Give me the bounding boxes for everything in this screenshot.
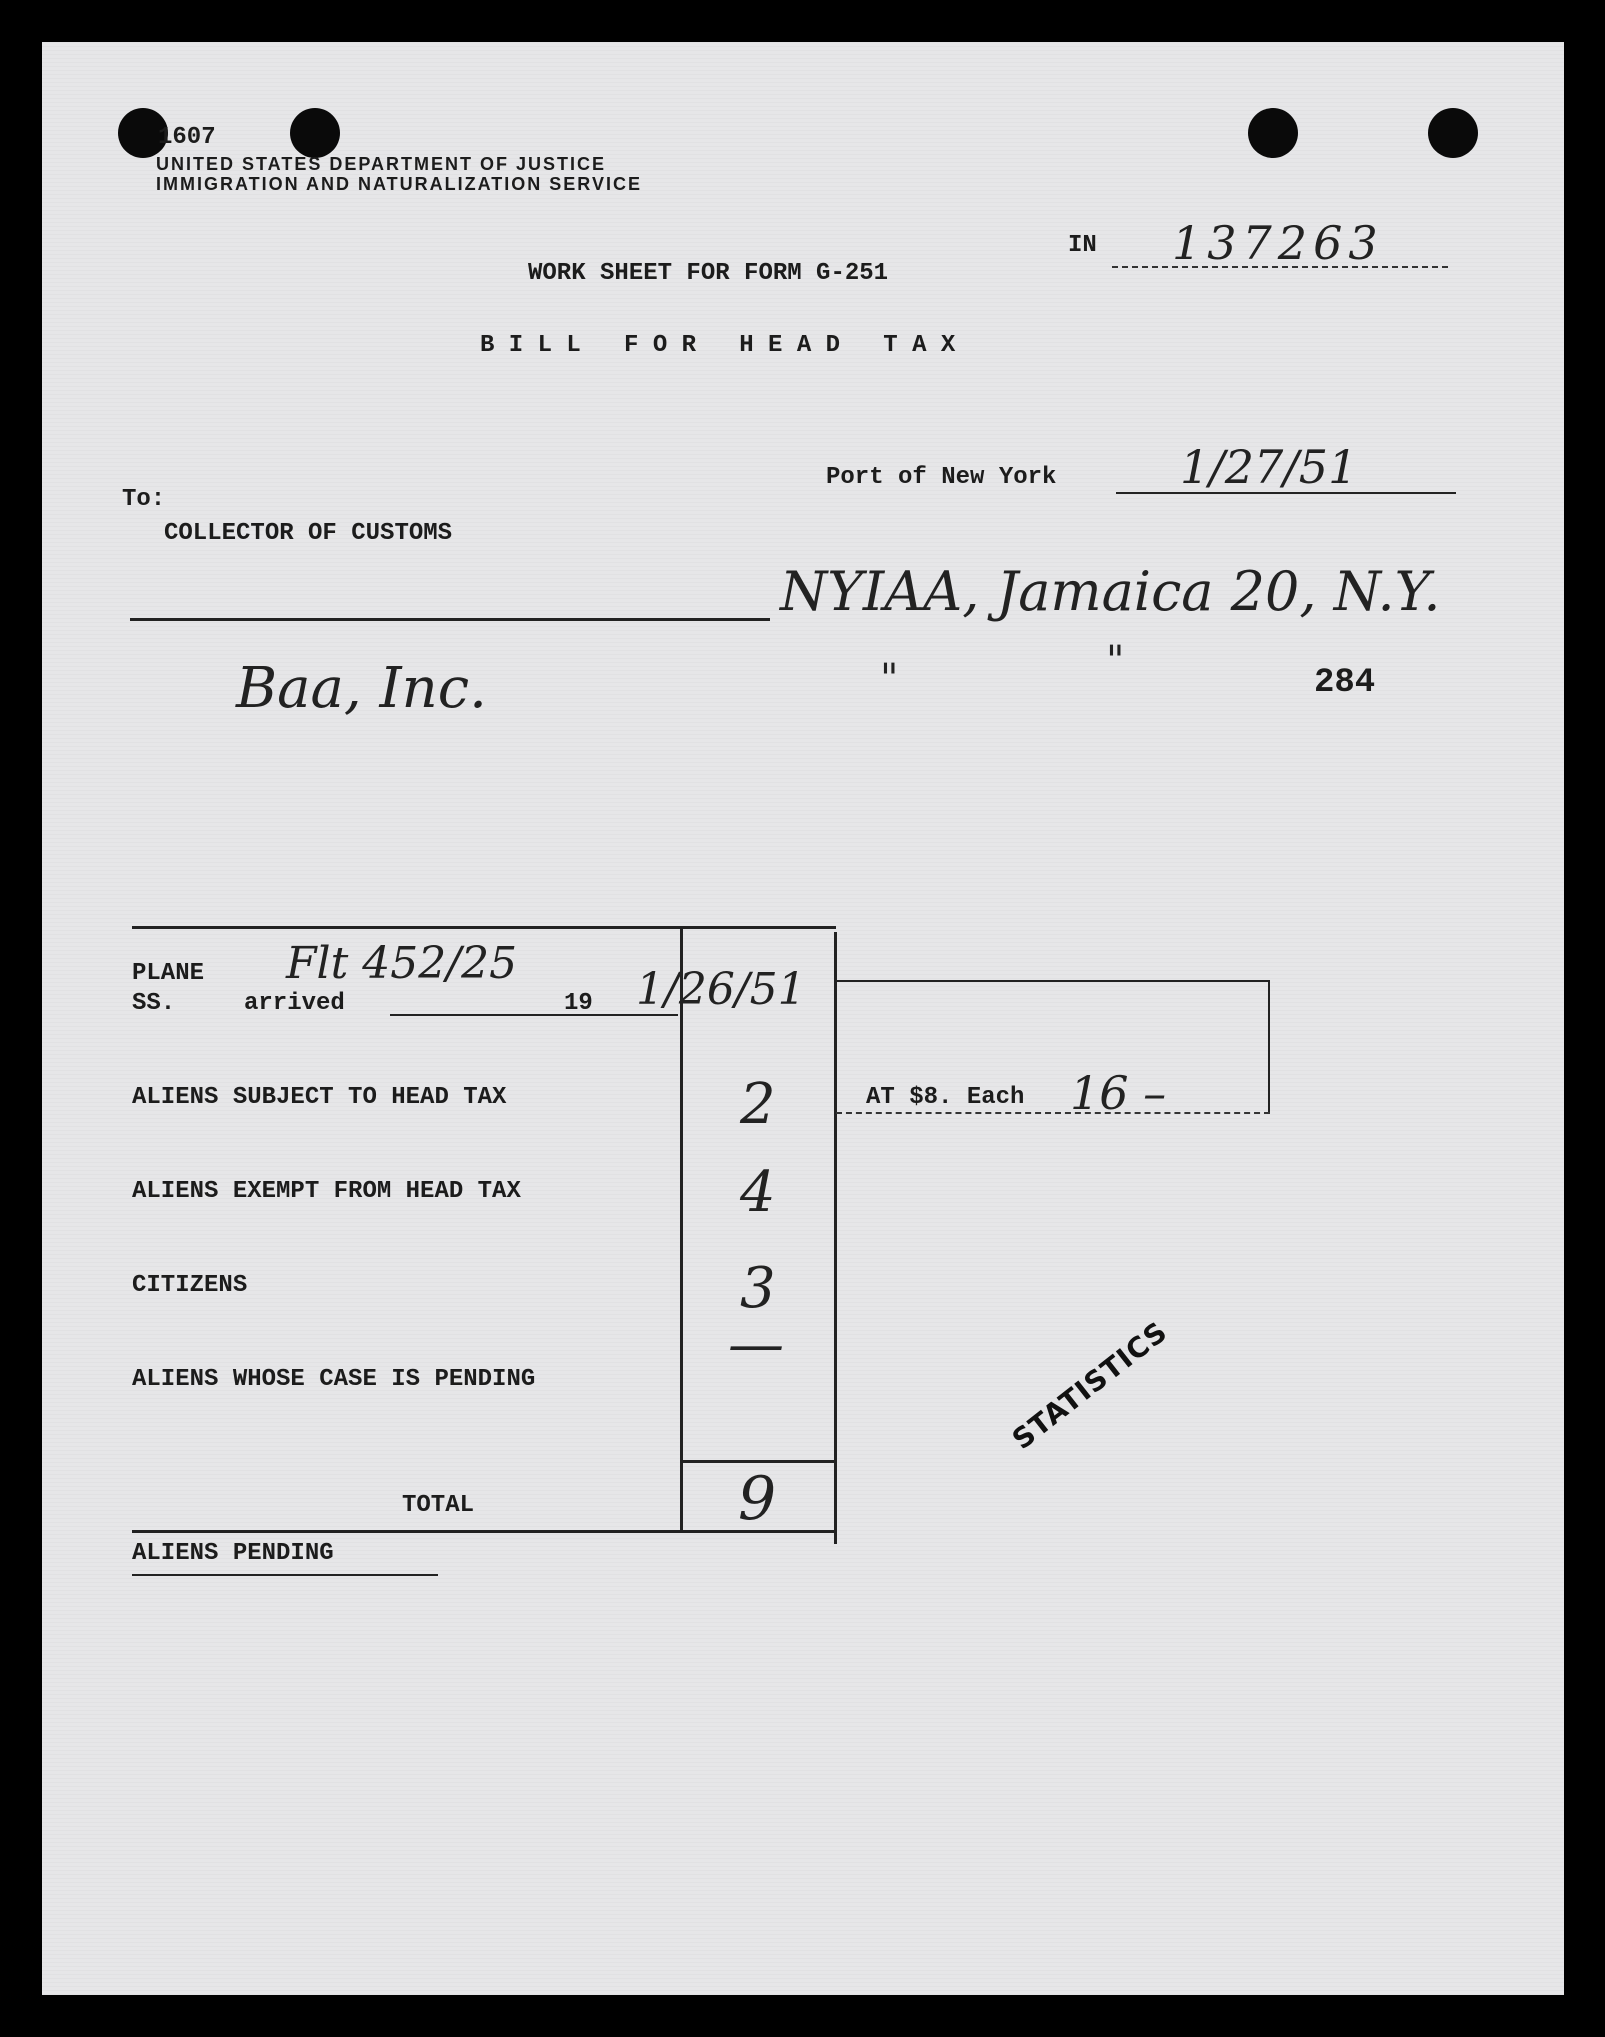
ss-label: SS.	[132, 990, 176, 1017]
tax-box-bottom	[836, 1112, 1270, 1114]
address-handwritten: NYIAA, Jamaica 20, N.Y.	[780, 560, 1441, 623]
table-right-border	[834, 932, 837, 1544]
statistics-stamp: STATISTICS	[1006, 1314, 1174, 1457]
row-value-citizens: 3	[740, 1256, 776, 1321]
reference-number: 284	[1314, 664, 1376, 702]
arrival-date-handwritten: 1/26/51	[636, 964, 806, 1015]
tax-box-top	[836, 980, 1270, 982]
worksheet-title: WORK SHEET FOR FORM G-251	[528, 260, 889, 287]
punch-hole	[1428, 108, 1478, 158]
bill-title: B I L L F O R H E A D T A X	[480, 332, 956, 359]
service-name: IMMIGRATION AND NATURALIZATION SERVICE	[156, 174, 642, 194]
year-prefix: 19	[564, 990, 593, 1017]
row-label-subject-to-tax: ALIENS SUBJECT TO HEAD TAX	[132, 1084, 507, 1111]
aliens-pending-underline	[132, 1574, 438, 1576]
row-value-subject-to-tax: 2	[740, 1072, 776, 1137]
in-label: IN	[1068, 232, 1097, 259]
port-date: 1/27/51	[1180, 440, 1358, 494]
table-divider	[680, 926, 683, 1530]
plane-label: PLANE	[132, 960, 205, 987]
row-label-pending-case: ALIENS WHOSE CASE IS PENDING	[132, 1366, 536, 1393]
total-label: TOTAL	[402, 1492, 475, 1519]
collector-label: COLLECTOR OF CUSTOMS	[164, 520, 453, 547]
table-bottom-line	[132, 1530, 836, 1533]
in-number-underline	[1112, 266, 1448, 268]
port-label: Port of New York	[826, 464, 1057, 491]
port-date-underline	[1116, 492, 1456, 494]
tax-amount: 16 –	[1070, 1066, 1167, 1120]
tax-box-right	[1268, 980, 1270, 1112]
tax-rate-label: AT $8. Each	[866, 1084, 1025, 1111]
carrier-handwritten: Baa, Inc.	[236, 656, 487, 721]
aliens-pending-label: ALIENS PENDING	[132, 1540, 334, 1567]
ditto-mark: "	[880, 656, 899, 702]
to-label: To:	[122, 486, 166, 513]
row-value-exempt: 4	[740, 1160, 776, 1225]
arrived-underline	[390, 1014, 678, 1016]
form-number: 1607	[158, 124, 216, 151]
flight-handwritten: Flt 452/25	[286, 938, 518, 989]
punch-hole	[290, 108, 340, 158]
row-label-exempt: ALIENS EXEMPT FROM HEAD TAX	[132, 1178, 521, 1205]
table-top-line	[132, 926, 836, 929]
row-value-pending-case: —	[728, 1312, 784, 1377]
arrived-label: arrived	[244, 990, 345, 1017]
in-number-value: 137263	[1172, 216, 1384, 270]
address-line	[130, 618, 770, 621]
row-label-citizens: CITIZENS	[132, 1272, 248, 1299]
department-name: UNITED STATES DEPARTMENT OF JUSTICE	[156, 154, 607, 174]
ditto-mark: "	[1106, 638, 1125, 684]
total-value: 9	[738, 1464, 777, 1534]
punch-hole	[1248, 108, 1298, 158]
total-separator	[680, 1460, 836, 1463]
